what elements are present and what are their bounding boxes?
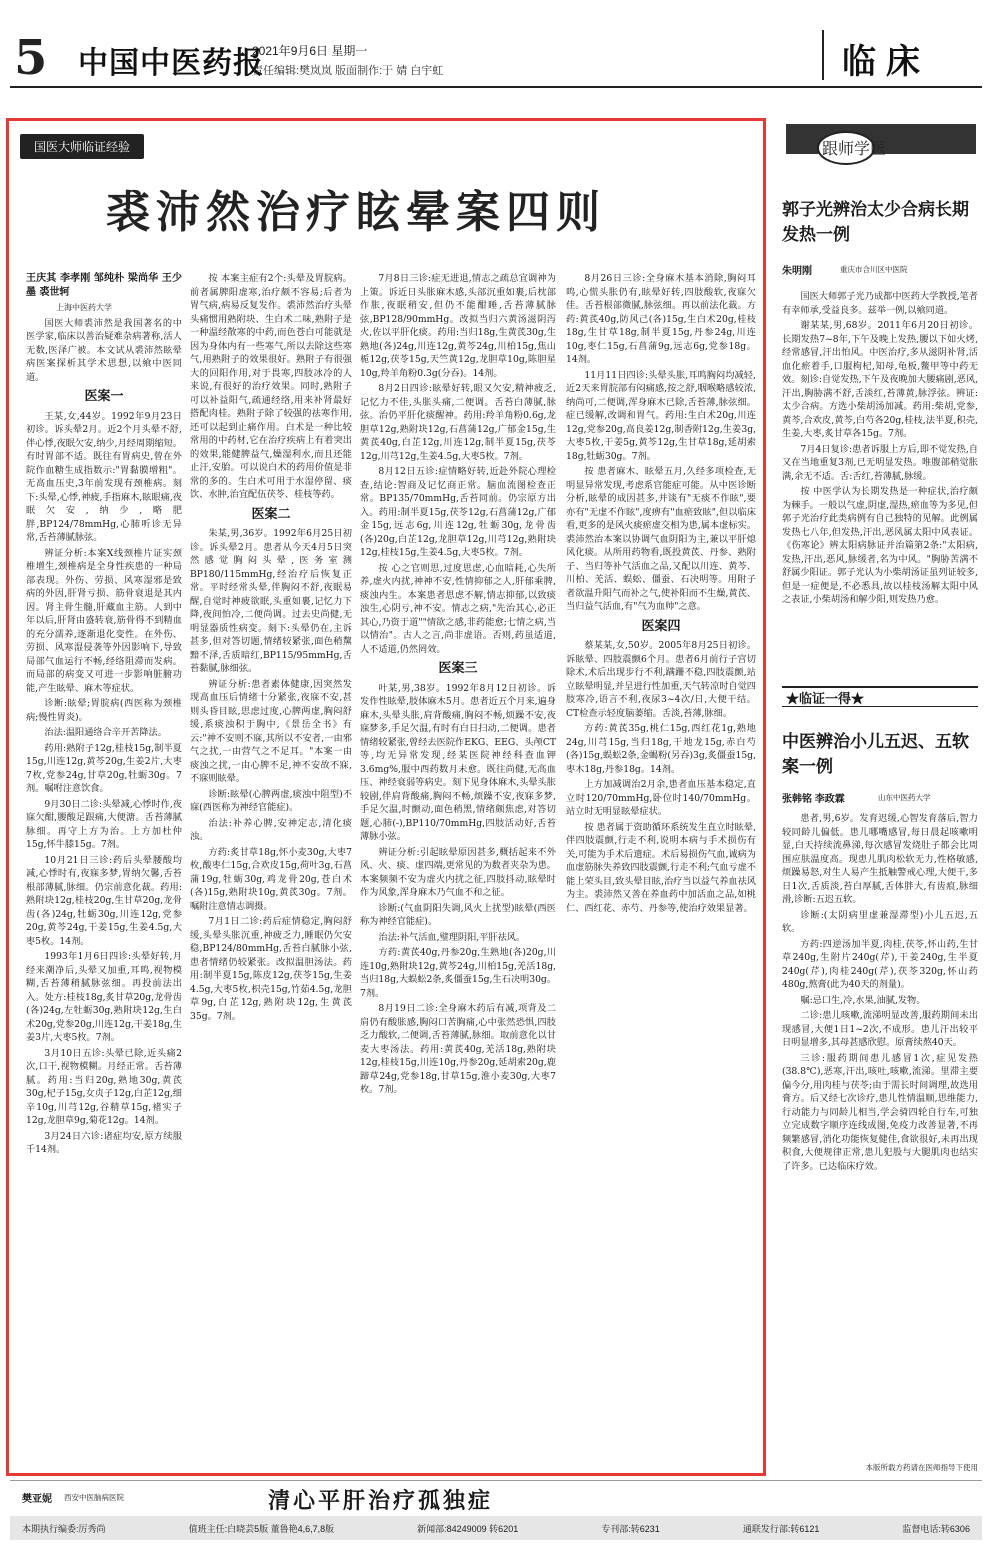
case2-followup-4: 8月2日四诊:眩晕好转,眼又欠安,精神疲乏,记忆力不佳,头胀头痛,二便调。舌苔白薄腻,脉弦。治仍平肝化痰醒神。药用:羚羊角粉0.6g,龙胆草12g,熟附块12g,石菖蒲12g,广郁金15g,生黄芪40g,白芷12g,川连12g,制半夏15g,茯苓12g,川芎12g,生姜4.5g,大枣5枚。7剂。 <box>360 383 556 462</box>
case3-analysis: 辨证分析:引起眩晕原因甚多,概括起来不外风、火、痰、虚四端,更常见的为数者夹杂为患。本案频频不安为虚火内扰之征,四肢抖动,眩晕时作为风象,浑身麻木乃气血不和之征。 <box>360 846 556 898</box>
paper-name: 中国中医药报 <box>78 46 264 81</box>
banner-label: 跟师学医 <box>822 139 887 158</box>
sidebar-article1-para-1: 国医大师郭子光乃成都中医药大学教授,笔者有幸师承,受益良多。兹举一例,以飨同道。 <box>782 291 978 316</box>
case3-followup-4: 11月11日四诊:头晕头胀,耳鸣胸闷均减轻,近2天来胃脘部有闷痛感,按之舒,咽喉略感较浓,纳尚可,二便调,浑身麻木已除,舌苔薄,脉弦细。症已缓解,改调和胃气。药用:生白术20g,川连12g,党参20g,高良姜12g,制香附12g,生姜3g,大枣5枚,干姜5g,黄芩12g,生甘草18g,延胡索18g,牡蛎30g。7剂。 <box>566 369 756 462</box>
case2-method: 治法:补养心脾,安神定志,清化痰浊。 <box>190 817 352 842</box>
footer-special-topics: 专刊部:转6231 <box>601 1523 660 1534</box>
feature-column-2 <box>190 272 352 1468</box>
feature-kicker: 国医大师临证经验 <box>20 134 144 159</box>
footer-news-hotline: 新闻部:84249009 转6201 <box>417 1523 519 1534</box>
case3-body: 叶某,男,38岁。1992年8月12日初诊。诉发作性眩晕,肢体麻木5月。患者近五个月来,遍身麻木,头晕头胀,肩背酸痛,胸闷不畅,烦躁不安,夜寐梦多,手足欠温,有时有白日扫动,二便调。患者情绪较紧张,曾经去医院作EKG、EEG、头颅CT等,均无异常发现,经某医院神经科查血钾3.6mg%,服中西药数月未愈。既往尚健,无高血压、神经衰弱等病史。刻下见身体麻木,头晕头胀较剧,伴肩背酸痛,胸闷不畅,烦躁不安,夜寐多梦,手足欠温,时颤动,面色稍黑,情绪颇焦虑,对答切题,心肺(-),BP110/70mmHg,四肢活动好,舌苔薄脉小弦。 <box>360 682 556 842</box>
case4-note: 按 患者属于资助循环系统发生直立时眩晕,伴四肢震颤,行走不利,说明本病与手术损伤有关,可能为手术后遗症。术后易损伤气血,诚病为血虚筋脉失养致四肢震颤,行走不利;气血亏虚不能上荣头目,致头晕目眩,治疗当以益气养血祛风为主。裘沛然又善在养血药中加活血之品,如桃仁、西红花、赤芍、丹参等,使治疗效果显著。 <box>566 821 756 914</box>
case3-diagnosis: 诊断:(气血阴阳失调,风火上扰型)眩晕(西医称为神经官能症)。 <box>360 902 556 927</box>
sidebar-article1-para-3: 7月4日复诊:患者诉服上方后,即不觉发热,自又在当地重复3剂,已无明显发热。唯腹部稍觉胀满,余无不适。舌:舌红,苔薄腻,脉缓。 <box>782 443 978 482</box>
case3-prescription: 方药:黄芪40g,丹参20g,生熟地(各)20g,川连10g,熟附块12g,黄芩24g,川柏15g,羌活18g,当归18g,大蜈蚣2条,炙僵蚕15g,生石决明30g。7剂。 <box>360 947 556 999</box>
case2-followup-5: 8月12日五诊:症情略好转,近赴外院心理检查,结论:智商及记忆商正常。脑血流图检查正常。BP135/70mmHg,舌苔同前。仍宗原方出入。药用:制半夏15g,茯苓12g,石菖蒲12g,广郁金15g,远志6g,川连12g,牡蛎30g,龙骨齿(各)20g,白芷12g,龙胆草12g,川芎12g,熟附块12g,桂枝15g,生姜4.5g,大枣5枚。7剂。 <box>360 466 556 558</box>
case1-prescription: 药用:熟附子12g,桂枝15g,制半夏15g,川连12g,黄芩20g,生姜2片,大枣7枚,党参24g,甘草20g,牡蛎30g。7剂。嘱咐注意饮食。 <box>26 742 182 794</box>
section-separator <box>10 1480 982 1481</box>
case3-method: 治法:补气活血,璧理阴阳,平肝祛风。 <box>378 931 526 943</box>
case1-followup-6: 3月24日六诊:诸症均安,原方续服千14剂。 <box>26 1130 182 1155</box>
sidebar-article2-para-3: 方药:四逆汤加半夏,肉桂,茯苓,怀山药,生甘草240g,生附片240g(芹),干姜240g,生半夏240g(芹),肉桂240g(芹),茯苓320g,怀山药480g,熬膏(此为40天的剂量)。 <box>782 938 978 990</box>
case3-title: 医案三 <box>438 661 478 676</box>
editor-credits: 责任编辑:樊岚岚 版面制作:于 婧 白宇虹 <box>252 65 444 77</box>
sidebar-article1-para-2: 谢某某,男,68岁。2011年6月20日初诊。长期发热7~8年,下午及晚上发热,腰以下如火烤,经常感冒,汗出怕风。中医治疗,多从滋阴补肾,活血化瘀着手,口服枸杞,知母,龟板,鳖甲等中药无效。刻诊:自觉发热,下午及夜晚加大腰痛剧,恶风,汗出,胸胁满不舒,舌淡红,苔薄黄,脉浮弦。辨证:太少合病。方选小柴胡汤加减。药用:柴胡,党参,黄芩,合欢皮,黄芩,白芍各20g,桂枝,法半夏,积壳,生姜,大枣,炙甘草各15g。7剂。 <box>782 320 978 439</box>
article2-author: 樊亚妮 <box>22 1494 52 1505</box>
feature-column-1 <box>26 272 182 1468</box>
case3-followup-2: 8月19日二诊:全身麻木药后有减,项背及二肩仍有酸胀感,胸闷口苦胸痛,心中张然恐惧,四肢乏力酸软,二便调,舌苔薄腻,脉细。取前意化以甘麦大枣汤法。药用:黄芪40g,羌活18g,熟附块12g,桂枝15g,川连10g,丹参20g,延胡索20g,鹿蹄草24g,党参18g,甘草15g,淮小麦30g,大枣7枚。7剂。 <box>360 1003 556 1095</box>
dosage-disclaimer: 本版所载方药请在医师指导下使用 <box>865 1463 978 1472</box>
sidebar-article2-title: 中医辨治小儿五迟、五软案一例 <box>782 732 969 777</box>
feature-headline: 裘沛然治疗眩晕案四则 <box>106 187 606 238</box>
case4-body: 蔡某某,女,50岁。2005年8月25日初诊。诉眩晕、四肢震颤6个月。患者6月前行子宫切除术,术后出现步行不利,蹒跚不稳,四肢震颤,站立眩晕明显,并呈进行性加重,天气转凉时自觉四肢寒冷,语言不利,夜尿3~4次/日,大便干结。CT检查示轻度脑萎缩。舌淡,苔薄,脉细。 <box>566 640 756 719</box>
case1-body: 王某,女,44岁。1992年9月23日初诊。诉头晕2月。近2个月头晕不舒,伴心悸,夜眠欠安,纳少,月经周期缩短。有时胃部不适。既往有胃病史,曾在外院作血糖生成指数示:"胃黏膜增粗"。无高血压史,3年前发现有颈椎病。刻下:头晕,心悸,神疲,手指麻木,眩眼痛,夜眠欠安,纳少,略肥胖,BP124/78mmHg,心肺听诊无异常,舌苔薄腻脉弦。 <box>26 410 182 543</box>
case2-diagnosis: 诊断:眩晕(心脾两虚,痰浊中阻型)不寐(西医称为神经官能症)。 <box>190 788 352 813</box>
case1-title: 医案一 <box>84 389 124 404</box>
sidebar-article2-para-6: 三诊:服药期间患儿感冒1次,症见发热(38.8℃),恶寒,汗出,咳吐,咳嗽,流涕。里滞主要偏今分,用肉桂与茯苓;由于需长时间调理,故选用膏方。后又经七次诊疗,患儿性情温顺,思维能力,行动能力与同龄儿相当,学会骑四轮自行车,可独立完成数字顺序连线成图,免疫力改善显著,不再频繁感冒,消化功能恢复健佳,食欲很好,未再出现积食,大便规律正常,患儿犯股与大腿肌肉也结实了许多。已达临床疗效。 <box>782 1052 978 1172</box>
case2-title: 医案二 <box>251 506 291 522</box>
clinical-tag: ★临证一得★ <box>786 692 865 707</box>
case1-method: 治法:温阳通络合辛开苦降法。 <box>44 727 167 738</box>
article2-title: 清心平肝治疗孤独症 <box>268 1488 494 1514</box>
case2-prescription: 方药:炙甘草18g,怀小麦30g,大枣7枚,酸枣仁15g,合欢皮15g,荷叶3g,石菖蒲19g,牡蛎30g,鸡龙骨20g,苍白术(各)15g,熟附块10g,黄芪30g。7剂。嘱附注意情志调摄。 <box>190 846 352 912</box>
masthead-rule <box>10 86 982 88</box>
section-name: 临床 <box>842 42 930 82</box>
case1-diagnosis: 诊断:眩晕;胃脘病(西医称为颈椎病;慢性胃炎)。 <box>26 698 182 723</box>
sidebar-article2-author: 张韩铭 李政霖 <box>782 794 845 805</box>
sidebar-article2-para-2: 诊断:(太阴病里虚兼湿滞型)小儿五迟,五软。 <box>782 909 978 934</box>
feature-intro: 国医大师裘沛然是我国著名的中医学家,临床以善治疑难杂病著称,活人无数,医泽广被。本文试从裘沛然眩晕病医案探析其学术思想,以飨中医同道。 <box>26 317 182 383</box>
case2-followup-3: 7月8日三诊:症无进退,情志之疏总宜调神为上策。诉近日头胀麻木感,头部沉重如裹,后枕部作胀,夜眠稍安,但仍不能酣睡,舌苔薄腻脉弦,BP128/90mmHg。改拟当归六黄汤滋阴泻火,佐以平肝化痰。药用:当归18g,生黄芪30g,生熟地(各)24g,川连12g,黄芩24g,川柏15g,焦山栀12g,茯苓15g,天竺黄12g,龙胆草10g,陈胆星10g,羚羊角粉0.3g(分吞)。14剂。 <box>360 273 556 379</box>
footer-supervision: 监督电话:转6306 <box>902 1523 970 1534</box>
sidebar-article1-note: 按 中医学认为长期发热是一种症状,治疗颇为棘手。一般以气虚,阴虚,湿热,瘀血等为多见,但郭子光治疗此类病例有自己独特的见解。此例属发热七八年,但发热,汗出,恶风属太阳中风表证。《伤寒论》辨太阳病脉证并治篇第2条:"太阳病,发热,汗出,恶风,脉缓者,名为中风。"胸胁苦满不舒属少阳证。郭子光认为小柴胡汤证虽列证较多,但是一症便是,不必悉具,故以桂枝汤解太阳中风之表证,小柴胡汤和解少阳,则发热乃愈。 <box>782 486 978 605</box>
feature-column-3 <box>360 272 556 1468</box>
sidebar-article2-body <box>782 812 978 1452</box>
case2-followup-2: 7月1日二诊:药后症情稳定,胸闷舒缓,头晕头胀沉重,神疲乏力,睡眠仍欠安稳,BP124/80mmHg,舌苔白腻脉小弦,患者情绪仍较紧张。改拟温胆汤法。药用:制半夏15g,陈皮12g,茯苓15g,生姜4.5g,大枣5枚,枳壳15g,竹茹4.5g,龙胆草9g,白芷12g,熟附块12g,生黄芪35g。7剂。 <box>190 916 352 1022</box>
sidebar-article2-para-5: 二诊:患儿咳嗽,流涕明显改善,服药期间未出现感冒,大便1日1~2次,不成形。患儿汗出较平日明显增多,其母甚感欣慰。原膏续熬40天。 <box>782 1010 978 1048</box>
feature-affiliation: 上海中医药大学 <box>56 303 112 312</box>
sidebar-article1-author: 朱明刚 <box>782 266 812 277</box>
case4-title: 医案四 <box>641 618 681 634</box>
case3-note: 按 患者麻木、眩晕五月,久经多项检查,无明显异常发现,考虑系官能症可能。从中医诊断分析,眩晕的成因甚多,并谈有"无痰不作眩",要亦有"无虚不作眩",度痹有"血瘀致眩",但以临床看,更多的是风火痰瘀虚交相为患,属本虚标实。裘沛然治本案以协调气血阴阳为主,兼以平肝熄风化痰。从所用药物看,既投黄芪、丹参、熟附子、当归等补气活血之品,又配以川连、黄芩、川柏、羌活、蜈蚣、僵蚕、石决明等。用附子者欲温升阳气而补之气,使补阳而不生燥,黄芪、当归益气活血,有"气为血帅"之意。 <box>566 466 756 612</box>
sidebar-article1-body <box>782 290 978 670</box>
sidebar-article1-affiliation: 重庆市合川区中医院 <box>840 265 908 274</box>
case1-analysis: 辨证分析:本案X线颈椎片证实颈椎增生,颈椎病是全身性疾患的一种局部表现。外伤、劳损、风寒湿邪是致病的外因,肝肾亏损、筋骨衰退是其内因。肾主骨生髓,肝藏血主筋。人到中年以后,肝肾由盛转衰,筋骨得不到精血的充分濡养,逐渐退化变性。在外伤、劳损、风寒湿侵袭等外因影响下,导致局部气血运行不畅,经络阻滞而发病。而局部的病变又可进一步影响脏腑功能,产生眩晕、麻木等症状。 <box>26 547 182 694</box>
page-number: 5 <box>14 30 48 86</box>
section-divider <box>822 30 824 80</box>
case2-analysis: 辨证分析:患者素体健康,因突然发现高血压后情绪十分紧张,夜寐不安,甚则头昏目眩,思虑过度,心脾两虚,胸闷舒缓,系痰浊积于胸中,《景岳全书》有云:"神不安则不寐,其所以不安者,一由邪气之扰,一由营气之不足耳。"本案一由痰浊之扰,一由心脾不足,神不安故不寐,不寐则眩晕。 <box>190 678 352 784</box>
page-footer <box>10 1516 982 1540</box>
sidebar-banner <box>786 118 976 168</box>
footer-distribution: 通联发行部:转6121 <box>742 1523 820 1534</box>
case1-followup-2: 9月30日二诊:头晕减,心悸时作,夜寐欠酣,腰酸足跟痛,大便溏。舌苔薄腻脉细。再守上方为治。上方加杜仲15g,怀牛膝15g。7剂。 <box>26 798 182 850</box>
issue-date: 2021年9月6日 星期一 <box>252 44 368 58</box>
sidebar-article2-para-1: 患者,男,6岁。发育迟缓,心智发育落后,智力较同龄儿偏低。患儿哪嘴感冒,每日晨起咳嗽明显,白天持续流鼻涕,每次感冒发烧肚子都会比周围应肤温度高。现患儿肌肉松软无力,性格敏感,烦躁易怒,对生人易产生抵触警戒心理,大便干,多日1次,舌质淡,苔白厚腻,舌体胖大,有齿痕,脉细滑,诊断:五迟五软。 <box>782 813 978 905</box>
sidebar-article1-title: 郭子光辨治太少合病长期发热一例 <box>782 200 969 245</box>
case4-followup-2: 上方加减调治2月余,患者血压基本稳定,直立时120/70mmHg,卧位时140/70mmHg。站立时无明显眩晕症状。 <box>566 779 756 817</box>
case2-note: 按 心之官则思,过度思虑,心血暗耗,心失所养,虚火内扰,神神不安,性情抑郁之人,肝郁乘脾,痰浊内生。本案患者思虑不解,情志抑郁,以致痰浊生,心阴亏,神不安。情志之病,"先治其心,必正其心,乃资于道""情欲之感,非药能愈;七情之病,当以情治"。古人之言,尚非虚语。否则,药虽适道,人不适道,仍然罔效。 <box>360 562 556 655</box>
case3-followup-3: 8月26日三诊:全身麻木基本消除,胸闷耳鸣,心慌头胀仍有,眩晕好转,四肢酸软,夜寐欠佳。舌苔根部微腻,脉弦细。再以前法化裁。方药:黄芪40g,防风己(各)15g,生白术20g,桂枝18g,生甘草18g,制半夏15g,丹参24g,川连10g,枣仁15g,石菖蒲9g,远志6g,党参18g。14剂。 <box>566 273 756 365</box>
footer-duty-editor: 值班主任:白晓芸5版 董鲁艳4,6,7,8版 <box>188 1523 335 1534</box>
feature-authors: 王庆其 李孝刚 邹纯朴 梁尚华 王少墨 裘世轲 <box>26 273 182 298</box>
masthead <box>0 0 992 92</box>
feature-column-4 <box>566 272 756 1468</box>
article2-affiliation: 西安中医脑病医院 <box>64 1493 124 1502</box>
case1-note: 按 本案主症有2个:头晕及胃脘病。前者属脾阳虚寒,治疗颇不容易;后者为胃气病,病易反复发作。裘沛然治疗头晕头痛惯用熟附块、生白术二味,熟附子是一种温经散寒的中药,而色苍白可能就是因为身体内有一些寒气,所以去除这些寒气,用熟附子的效果很好。熟附子有很强大的回阳作用,对于畏寒,四肢冰冷的人来说,有很好的治疗效果。同时,熟附子可以补益阳气,疏通经络,用来补肾最好搭配肉桂。熟附子除了较强的祛寒作用,还可以起到止痛作用。白术是一种比较常用的中药材,它在治疗疾病上有着突出的效果,能健脾益气,燥湿利水,而且还能止汗,安胎。可以说白术的药用价值是非常的多的。生白术可用于水湿停留、痰饮、水肿,治宜配伍茯苓、桂枝等药。 <box>190 273 352 500</box>
case1-followup-3: 10月21日三诊:药后头晕腰酸均减,心悸时有,夜寐多梦,胃纳欠馨,舌苔根部薄腻,脉细。仍宗前意化裁。药用:熟附块12g,桂枝20g,生甘草20g,龙骨齿(各)24g,牡蛎30g,川连12g,党参20g,黄芩24g,干姜15g,生姜4.5g,大枣5枚。14剂。 <box>26 854 182 947</box>
footer-executive-editor: 本期执行编委:厉秀尚 <box>22 1523 106 1534</box>
case4-prescription: 方药:黄芪35g,桃仁15g,西红花1g,熟地24g,川芎15g,当归18g,干地龙15g,赤白芍(各)15g,蜈蚣2条,金蝎粉(另吞)3g,炙僵蚕15g,枣木18g,丹参18g。14剂。 <box>566 723 756 775</box>
sidebar-article2-para-4: 嘱:忌口生,冷,水果,油腻,发物。 <box>800 994 926 1006</box>
sidebar-article2-affiliation: 山东中医药大学 <box>878 793 931 802</box>
case1-followup-5: 3月10日五诊:头晕已除,近头痛2次,口干,视物模糊。月经正常。舌苔薄腻。药用:当归20g,熟地30g,黄芪30g,杞子15g,女贞子12g,白芷12g,细辛10g,川芎12g,谷精草15g,褚实子12g,龙胆草9g,菊花12g。14剂。 <box>26 1047 182 1126</box>
case1-followup-4: 1993年1月6日四诊:头晕好转,月经来潮净后,头晕又加重,耳鸣,视物模糊,舌苔薄稍腻脉弦细。再投前法出入。处方:桂枝18g,炙甘草20g,龙骨齿(各)24g,左牡蛎30g,熟附块12g,生白术20g,党参20g,川连12g,干姜18g,生姜3片,大枣5枚。7剂。 <box>26 951 182 1043</box>
case2-body: 朱某,男,36岁。1992年6月25日初诊。诉头晕2月。患者从今天4月5日突然感觉胸闷头晕,医务室测BP180/115mmHg,经治疗后恢复正常。平时经常头晕,伴胸闷不舒,夜眠易醒,自觉时神疲欲眠,头重如裹,记忆力下降,夜间怕冷,二便尚调。过去史尚健,无明显器质性病变。刻下:头晕仍在,主诉甚多,但对答切题,情绪较紧张,面色稍黧黯不泽,舌质暗红,BP115/95mmHg,舌苔黏腻,脉细弦。 <box>190 528 352 674</box>
